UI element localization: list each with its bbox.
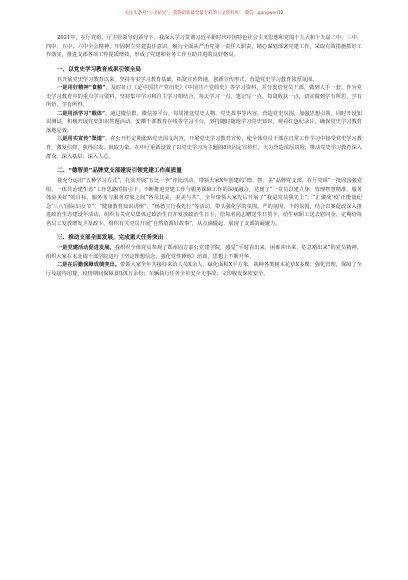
section-heading-2: 二、“德智美”品牌党支部建设引领党建工作高质量 bbox=[57, 168, 182, 175]
paragraph-lead: 二是在后勤保障成绩突出。 bbox=[57, 262, 120, 269]
paragraph-lead: 二是用活学习“载体” bbox=[57, 110, 106, 117]
section-1-paragraph-1: 自开展党史学习教育以来，坚持夯实学习教育基础，拓宽宣传阵地，创新宣传形式，营造党史学习教育浓厚氛围。 bbox=[57, 76, 318, 83]
paragraph-lead: 一是党建活动促进发展。 bbox=[57, 245, 115, 252]
section-3-paragraph-1: 一是党建活动促进发展。我组织全体党员参观了郑州固方泰公党建学院，感受“平时看出来，困难冲出来，危急豁出来”的党员精神，组织大家在本北调干部学院进行《坚定理想信念，强化党性锤炼》培训，思想上不断升华。 bbox=[46, 245, 362, 260]
section-2-paragraph-1: 我充分运用“五种学习方式”，扎实开展“五比一争”评比活动，带领大家X年创建的“德、智、美”品牌党支部。在厅党组“一批固国强党组，一体共治建生态”工作思路的指引下，不断推进党建工作与服务保障工作的深度融合，达到了“一党员以建立身、管理智慧精准、服务体验美好”的目标。服务务与服务对象之间“各尽其美，美美与共”。全年带领大家先后开展了“我是党员我先上”、“汇聚战‘疫’正能量纪念‘三八’国际妇女节”、“健康教育知识讲座”、“杨德立行我先行”等活动。带头强化学的氛围、严的氛围、干的氛围，结合以案促改深入推进政治生态建设年活动，组织有关党员集体过政治生日并发放政治生日卡，给每名同志赠送生日贺卡，给生病职工送去慰问金、定期给每名员工发放增发卡及政卡，组织有关党员开展“自然资源好故事”，从点滴做起，展现了支部的凝聚力。 bbox=[46, 178, 362, 227]
section-1-paragraph-4: 三是用实宣传“渠道”。在公开栏定期张贴党史国文内容，开展党史学习教育宣传，使全体党员干部在日常工作学习中接受党史学习教育，激发信仰、获得启发、汲取力量。在中厅重新设置了以党史学习为主题的8块固定宣传栏，大力营造浓厚氛围，推动党史学习教育深入群众、深入基层、深入人心。 bbox=[46, 136, 363, 160]
section-1-paragraph-2: 一是用好精神“食粮”，及时征订《论中国共产党历史》《中国共产党简史》等学习资料，并分发给党员干部，做到人手一套。作为党史学习教育中的重点学习资料，坚持集中学习和自主学习相结合，每天学习一点，笔记写一点，每周收获一点，切实做到学有所思，学有所悟，学有所得。 bbox=[46, 85, 362, 109]
paragraph-lead: 一是用好精神“食粮” bbox=[57, 85, 106, 92]
section-1-paragraph-3: 二是用活学习“载体”。通过微信群、微信等平台，每周推送党史人物、党史故事等内容，营造党史氛围，加强思想引领。同时开设知识测试，积极开展党史知识答题活动。安徽干部教育在线等学习平台，坚持随时随地学习党史知识，观看红色纪录片。确保党史学习教育落地见效。 bbox=[46, 110, 363, 134]
header-banner: 关注头条号“公文研究”，获得最新最全最专业的公文资料库！ 微信：gongwen12 bbox=[124, 11, 284, 16]
document-body bbox=[46, 34, 362, 279]
paragraph-lead: 三是用实宣传“渠道” bbox=[57, 136, 106, 143]
intro-paragraph: 2021年，在厅党组、厅主管领导的领导下，我深入学习贯彻习近平新时代中国特色社会主义思想和党的十九大和十九届二中、三中、四中、五中、六中全会精神，牢固树立党建责任意识，履行全面从严治党第一责任人职责，精心谋划部署党建工作，采取有效措施抓好工作落实，推进支部各项工作提质增效，形成了党建和业务工作互助并进的良好格局。 bbox=[46, 35, 362, 59]
section-heading-3: 三、推动支部全面发展，完成重大任务突出 bbox=[57, 235, 164, 242]
section-heading-1: 一、以党史学习教育成果引领全局 bbox=[57, 66, 141, 73]
section-3-paragraph-2: 二是在后勤保障成绩突出。带领大家全年共接待来访人员X余人，绿化面积X平方米，栽种各类树木花草X多棵；强化管理，保障了全厅及接待用餐，疫情期间保障食饭X万余份；车辆执行任务全年安全无事故；文印收发保密安全。 bbox=[46, 262, 362, 278]
